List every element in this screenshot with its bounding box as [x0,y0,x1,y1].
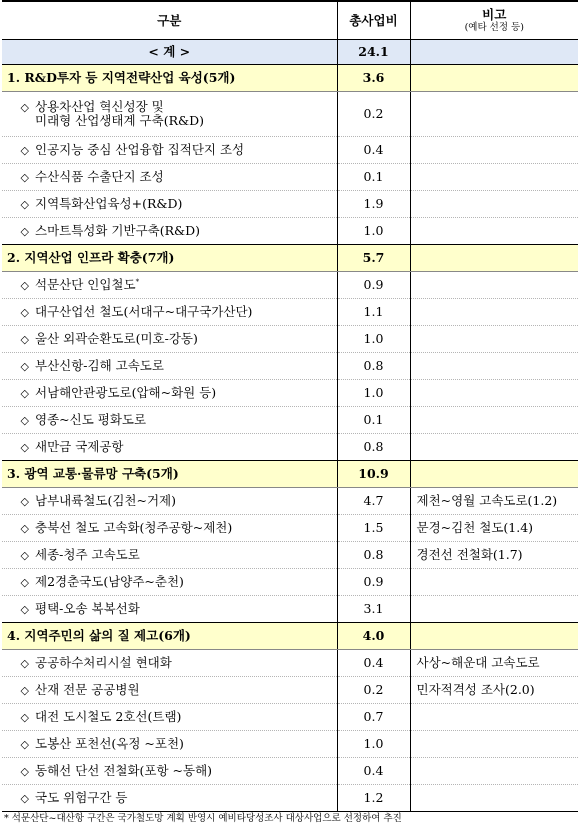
item-note [410,785,578,812]
table-row [2,407,578,434]
item-value: 4.7 [337,488,410,515]
table-row [2,353,578,380]
section-note [410,245,578,272]
table-row [2,488,578,515]
table-row [2,785,578,812]
item-value: 0.4 [337,650,410,677]
item-note [410,596,578,623]
bullet-icon: ◇ [20,197,29,211]
item-note: 사상~해운대 고속도로 [410,650,578,677]
table-body [2,40,578,812]
item-note [410,326,578,353]
item-label-cell [2,164,337,191]
section-value: 4.0 [337,623,410,650]
bullet-icon: ◇ [20,494,29,508]
section-note [410,65,578,92]
table-row [2,272,578,299]
item-note [410,380,578,407]
bullet-icon: ◇ [20,332,29,346]
footnote: * 석문산단~대산항 구간은 국가철도망 계획 반영시 예비타당성조사 대상사업으로 선정하여 추진 [4,813,402,824]
item-note [410,731,578,758]
item-label: 스마트특성화 기반구축(R&D) [35,222,201,238]
item-note: 문경~김천 철도(1.4) [410,515,578,542]
item-label: 수산식품 수출단지 조성 [35,168,164,184]
section-title: 2. 지역산업 인프라 확충(7개) [2,245,337,272]
item-label: 도봉산 포천선(옥정 ~포천) [35,735,184,751]
item-note [410,704,578,731]
item-label-cell [2,434,337,461]
item-note: 제천~영월 고속도로(1.2) [410,488,578,515]
bullet-icon: ◇ [20,143,29,157]
item-note [410,434,578,461]
item-label: 울산 외곽순환도로(미호-강동) [35,330,198,346]
item-label-cell [2,542,337,569]
item-label: 상용차산업 혁신성장 및 미래형 산업생태계 구축(R&D) [35,99,205,128]
header-note-subtitle: (예타 선정 등) [464,22,524,33]
item-label: 평택-오송 복복선화 [35,600,140,616]
section-value: 10.9 [337,461,410,488]
item-value: 1.5 [337,515,410,542]
table-row [2,326,578,353]
table-row [2,731,578,758]
header-note-title: 비고 [482,7,507,22]
item-label: 서남해안관광도로(압해~화원 등) [35,384,217,400]
section-note [410,623,578,650]
section-title: 1. R&D투자 등 지역전략산업 육성(5개) [2,65,337,92]
item-note [410,407,578,434]
item-note [410,569,578,596]
bullet-icon: ◇ [20,305,29,319]
item-label: 부산신항-김해 고속도로 [35,357,164,373]
header-cost: 총사업비 [337,1,410,40]
section-title: 3. 광역 교통·물류망 구축(5개) [2,461,337,488]
item-value: 0.9 [337,272,410,299]
item-value: 1.2 [337,785,410,812]
item-label: 지역특화산업육성+(R&D) [35,195,183,211]
bullet-icon: ◇ [20,359,29,373]
item-label-cell [2,353,337,380]
table-row [2,92,578,137]
section-row [2,461,578,488]
item-label: 남부내륙철도(김천~거제) [35,492,176,508]
item-label-cell [2,191,337,218]
item-label: 충북선 철도 고속화(청주공항~제천) [35,519,233,535]
item-label: 세종-청주 고속도로 [35,546,140,562]
bullet-icon: ◇ [20,737,29,751]
item-value: 0.8 [337,353,410,380]
item-value: 1.0 [337,326,410,353]
bullet-icon: ◇ [20,656,29,670]
item-note [410,272,578,299]
section-row [2,245,578,272]
bullet-icon: ◇ [20,764,29,778]
footnote-marker: * [135,277,140,286]
table-row [2,650,578,677]
bullet-icon: ◇ [20,440,29,454]
item-note [410,299,578,326]
section-value: 3.6 [337,65,410,92]
item-label-cell [2,704,337,731]
total-note [410,40,578,65]
item-label-cell [2,515,337,542]
table-row [2,380,578,407]
bullet-icon: ◇ [20,710,29,724]
item-note [410,137,578,164]
item-value: 0.2 [337,92,410,137]
total-value: 24.1 [337,40,410,65]
table-row [2,191,578,218]
item-value: 0.7 [337,704,410,731]
section-note [410,461,578,488]
item-label: 동해선 단선 전철화(포항 ~동해) [35,762,213,778]
table-row [2,569,578,596]
bullet-icon: ◇ [20,170,29,184]
section-value: 5.7 [337,245,410,272]
item-value: 1.0 [337,218,410,245]
header-note [410,1,578,40]
bullet-icon: ◇ [20,791,29,805]
item-label-cell [2,299,337,326]
item-value: 0.1 [337,164,410,191]
table-row [2,137,578,164]
item-label-cell [2,758,337,785]
item-label: 영종~신도 평화도로 [35,411,147,427]
item-label-cell [2,92,337,137]
table-row [2,299,578,326]
item-label: 국도 위험구간 등 [35,789,128,805]
item-value: 0.9 [337,569,410,596]
item-value: 3.1 [337,596,410,623]
item-label-cell [2,326,337,353]
item-label: 인공지능 중심 산업융합 집적단지 조성 [35,141,245,157]
item-label-cell [2,650,337,677]
section-title: 4. 지역주민의 삶의 질 제고(6개) [2,623,337,650]
item-note [410,758,578,785]
item-note [410,92,578,137]
section-row [2,65,578,92]
item-label: 제2경춘국도(남양주~춘천) [35,573,184,589]
item-value: 0.4 [337,758,410,785]
bullet-icon: ◇ [20,278,29,292]
bullet-icon: ◇ [20,602,29,616]
item-label: 공공하수처리시설 현대화 [35,654,172,670]
item-label-cell [2,569,337,596]
item-note [410,164,578,191]
item-label: 대전 도시철도 2호선(트램) [35,708,182,724]
item-label-cell [2,596,337,623]
item-value: 0.4 [337,137,410,164]
bullet-icon: ◇ [20,548,29,562]
bullet-icon: ◇ [20,575,29,589]
item-note [410,353,578,380]
total-row [2,40,578,65]
item-label-cell [2,137,337,164]
item-label-cell [2,731,337,758]
item-note [410,191,578,218]
item-note [410,218,578,245]
item-label: 대구산업선 철도(서대구~대구국가산단) [35,303,253,319]
table-row [2,596,578,623]
item-label-cell [2,407,337,434]
header-row [2,1,578,40]
item-value: 0.2 [337,677,410,704]
item-value: 1.0 [337,731,410,758]
bullet-icon: ◇ [20,224,29,238]
item-note: 민자적격성 조사(2.0) [410,677,578,704]
item-value: 1.9 [337,191,410,218]
item-value: 0.8 [337,434,410,461]
bullet-icon: ◇ [20,683,29,697]
item-value: 1.1 [337,299,410,326]
table-row [2,515,578,542]
item-label: 산재 전문 공공병원 [35,681,140,697]
table-row [2,542,578,569]
item-label: 새만금 국제공항 [35,438,124,454]
item-label-cell [2,380,337,407]
item-label-cell [2,677,337,704]
item-value: 1.0 [337,380,410,407]
item-value: 0.1 [337,407,410,434]
table-row [2,704,578,731]
section-row [2,623,578,650]
table-row [2,677,578,704]
item-label: 석문산단 인입철도 [35,276,136,292]
item-note: 경전선 전철화(1.7) [410,542,578,569]
table-row [2,758,578,785]
item-value: 0.8 [337,542,410,569]
table-row [2,164,578,191]
item-label-cell [2,488,337,515]
bullet-icon: ◇ [20,101,29,114]
bullet-icon: ◇ [20,521,29,535]
bullet-icon: ◇ [20,413,29,427]
table-row [2,434,578,461]
item-label-cell [2,218,337,245]
header-category: 구분 [2,1,337,40]
item-label-cell [2,785,337,812]
project-table [2,0,578,812]
item-label-cell [2,272,337,299]
bullet-icon: ◇ [20,386,29,400]
total-label: < 계 > [2,40,337,65]
table-row [2,218,578,245]
